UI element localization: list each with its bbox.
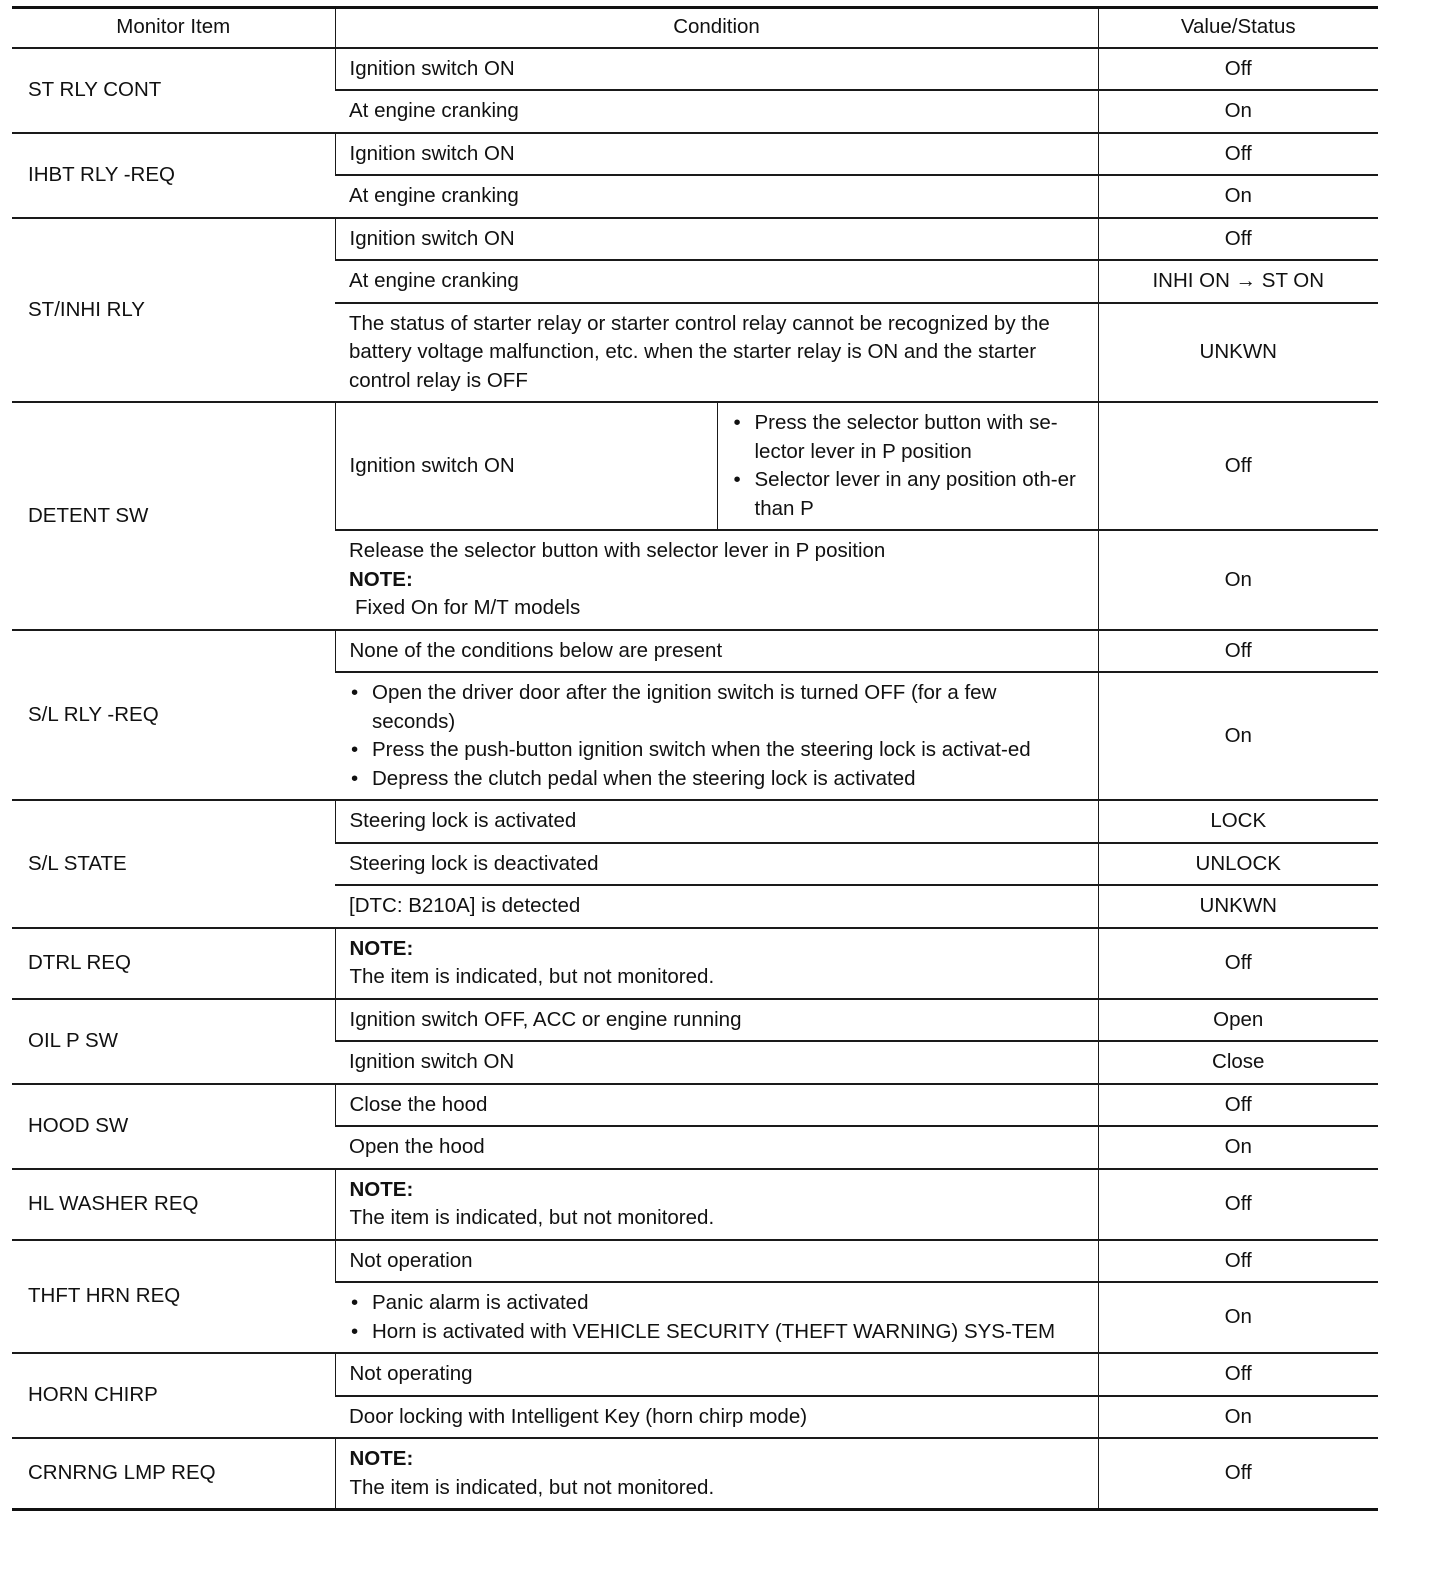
table-row <box>12 48 1378 91</box>
condition-cell: Ignition switch OFF, ACC or engine running <box>335 999 1098 1042</box>
list-item: • Press the push-button ignition switch when the steering lock is activat-ed <box>349 736 1084 765</box>
sub-condition-cell <box>717 402 1098 530</box>
condition-cell: Ignition switch ON <box>335 1041 1098 1084</box>
condition-cell: At engine cranking <box>335 90 1098 133</box>
value-cell: Off <box>1098 630 1378 673</box>
monitor-item-cell: S/L STATE <box>12 800 335 928</box>
note-text: The item is indicated, but not monitored. <box>349 1475 715 1499</box>
note-text: The item is indicated, but not monitored. <box>349 965 715 988</box>
note-label: NOTE: <box>349 1447 414 1470</box>
condition-cell: Close the hood <box>335 1084 1098 1127</box>
value-cell: UNKWN <box>1098 303 1378 403</box>
condition-cell: At engine cranking <box>335 260 1098 303</box>
value-cell: On <box>1098 530 1378 630</box>
table-row <box>12 1438 1378 1510</box>
value-cell: Off <box>1098 1169 1378 1240</box>
condition-cell <box>335 1282 1098 1353</box>
condition-cell: Ignition switch ON <box>335 402 717 530</box>
monitor-item-cell: THFT HRN REQ <box>12 1240 335 1354</box>
value-cell: Open <box>1098 999 1378 1042</box>
monitor-item-cell: IHBT RLY -REQ <box>12 133 335 218</box>
value-cell: On <box>1098 1396 1378 1439</box>
list-item: • Press the selector button with se-lector lever in P position <box>732 409 1090 466</box>
table-row <box>12 1084 1378 1127</box>
monitor-item-cell: ST/INHI RLY <box>12 218 335 403</box>
value-cell: UNLOCK <box>1098 843 1378 886</box>
monitor-item-cell: DTRL REQ <box>12 928 335 999</box>
condition-cell: Ignition switch ON <box>335 133 1098 176</box>
sub-condition-list <box>732 409 1090 523</box>
monitor-item-cell: HORN CHIRP <box>12 1353 335 1438</box>
value-cell: Off <box>1098 218 1378 261</box>
value-cell: On <box>1098 1282 1378 1353</box>
value-cell: Off <box>1098 1084 1378 1127</box>
table-row <box>12 630 1378 673</box>
condition-cell: Open the hood <box>335 1126 1098 1169</box>
condition-cell: Not operation <box>335 1240 1098 1283</box>
table-row <box>12 402 1378 530</box>
value-cell: On <box>1098 672 1378 800</box>
list-item: • Panic alarm is activated <box>349 1289 1084 1318</box>
value-cell: Off <box>1098 402 1378 530</box>
condition-text: Release the selector button with selector lever in P position <box>349 539 886 562</box>
note-text: The item is indicated, but not monitored. <box>349 1206 715 1229</box>
note-text: Fixed On for M/T models <box>355 596 581 619</box>
value-cell: Off <box>1098 1353 1378 1396</box>
condition-cell <box>335 672 1098 800</box>
table-row <box>12 133 1378 176</box>
condition-cell: Not operating <box>335 1353 1098 1396</box>
value-cell: On <box>1098 1126 1378 1169</box>
header-value-status: Value/Status <box>1098 8 1378 48</box>
condition-cell <box>335 1438 1098 1510</box>
table-row <box>12 928 1378 999</box>
monitor-item-cell: CRNRNG LMP REQ <box>12 1438 335 1510</box>
table-row <box>12 1169 1378 1240</box>
condition-cell <box>335 928 1098 999</box>
condition-cell: None of the conditions below are present <box>335 630 1098 673</box>
header-monitor-item: Monitor Item <box>12 8 335 48</box>
value-cell: Off <box>1098 928 1378 999</box>
table-header-row <box>12 8 1378 48</box>
header-condition: Condition <box>335 8 1098 48</box>
list-item: • Selector lever in any position oth-er than P <box>732 466 1090 523</box>
condition-cell <box>335 530 1098 630</box>
condition-cell <box>335 1169 1098 1240</box>
note-label: NOTE: <box>349 1177 414 1201</box>
list-item: • Open the driver door after the ignition switch is turned OFF (for a few seconds) <box>349 679 1084 736</box>
list-item: • Horn is activated with VEHICLE SECURITY (THEFT WARNING) SYS-TEM <box>349 1318 1084 1347</box>
note-label: NOTE: <box>349 936 414 960</box>
monitor-item-cell: DETENT SW <box>12 402 335 630</box>
value-cell: Off <box>1098 133 1378 176</box>
table-row <box>12 1353 1378 1396</box>
value-cell: On <box>1098 90 1378 133</box>
table-row <box>12 800 1378 843</box>
condition-cell: [DTC: B210A] is detected <box>335 885 1098 928</box>
value-cell: Off <box>1098 1240 1378 1283</box>
monitor-item-cell: S/L RLY -REQ <box>12 630 335 801</box>
condition-list <box>349 679 1084 793</box>
condition-list <box>349 1289 1084 1346</box>
value-cell: Close <box>1098 1041 1378 1084</box>
condition-cell: Steering lock is deactivated <box>335 843 1098 886</box>
note-label: NOTE: <box>349 567 413 591</box>
monitor-item-cell: HL WASHER REQ <box>12 1169 335 1240</box>
monitor-item-cell: ST RLY CONT <box>12 48 335 133</box>
list-item: • Depress the clutch pedal when the steering lock is activated <box>349 765 1084 794</box>
condition-cell: The status of starter relay or starter control relay cannot be recognized by the battery voltage malfunction, etc. when the starter relay is ON and the starter control relay is OFF <box>335 303 1098 403</box>
value-cell: Off <box>1098 48 1378 91</box>
monitor-item-table <box>12 6 1378 1511</box>
table-row <box>12 218 1378 261</box>
table-row <box>12 999 1378 1042</box>
monitor-item-cell: OIL P SW <box>12 999 335 1084</box>
condition-cell: Door locking with Intelligent Key (horn chirp mode) <box>335 1396 1098 1439</box>
monitor-item-cell: HOOD SW <box>12 1084 335 1169</box>
condition-cell: Steering lock is activated <box>335 800 1098 843</box>
condition-cell: Ignition switch ON <box>335 218 1098 261</box>
value-cell: INHI ON → ST ON <box>1098 260 1378 303</box>
condition-cell: Ignition switch ON <box>335 48 1098 91</box>
value-cell: UNKWN <box>1098 885 1378 928</box>
value-cell: Off <box>1098 1438 1378 1510</box>
table-row <box>12 1240 1378 1283</box>
condition-cell: At engine cranking <box>335 175 1098 218</box>
value-cell: LOCK <box>1098 800 1378 843</box>
value-cell: On <box>1098 175 1378 218</box>
